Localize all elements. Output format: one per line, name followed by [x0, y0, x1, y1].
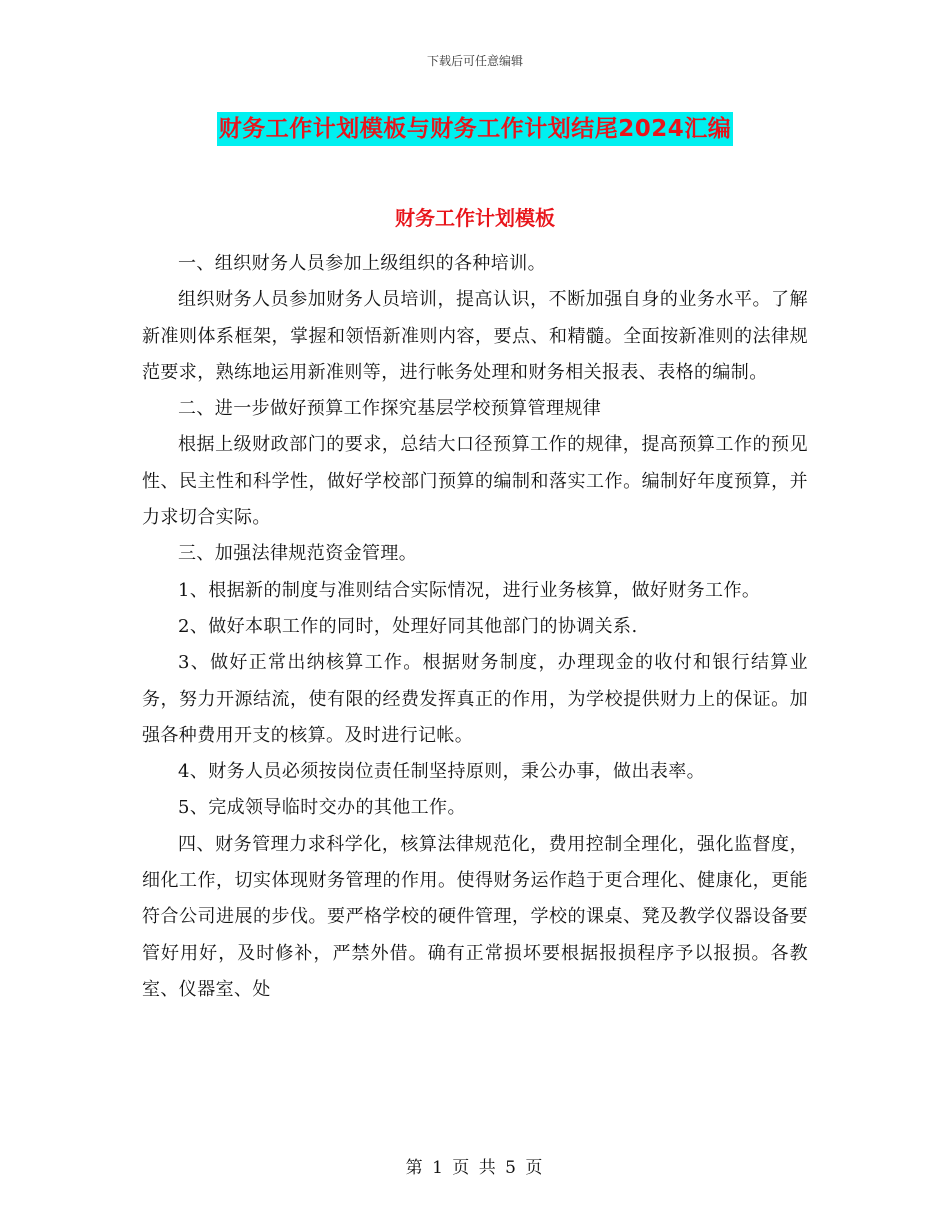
paragraph-management: 四、财务管理力求科学化，核算法律规范化，费用控制全理化，强化监督度，细化工作，切实体现财务管理的作用。使得财务运作趋于更合理化、健康化，更能符合公司进展的步伐。要严格学校的硬件管理，学校的课桌、凳及教学仪器设备要管好用好，及时修补，严禁外借。确有正常损坏要根据报损程序予以报损。各教室、仪器室、处	[142, 833, 808, 1000]
document-body	[142, 246, 808, 1008]
section-title: 财务工作计划模板	[395, 206, 555, 230]
header-note: 下载后可任意编辑	[426, 54, 523, 68]
list-item-4: 4、财务人员必须按岗位责任制坚持原则，秉公办事，做出表率。	[178, 761, 706, 783]
heading-training: 一、组织财务人员参加上级组织的各种培训。	[178, 253, 546, 274]
page-footer: 第 1 页 共 5 页	[405, 1158, 545, 1178]
paragraph-training: 组织财务人员参加财务人员培训，提高认识，不断加强自身的业务水平。了解新准则体系框架，掌握和领悟新准则内容，要点、和精髓。全面按新准则的法律规范要求，熟练地运用新准则等，进行帐务处理和财务相关报表、表格的编制。	[142, 289, 808, 383]
heading-funds: 三、加强法律规范资金管理。	[178, 543, 418, 565]
main-title: 财务工作计划模板与财务工作计划结尾2024汇编	[217, 112, 734, 146]
paragraph-budget: 根据上级财政部门的要求，总结大口径预算工作的规律，提高预算工作的预见性、民主性和科学性，做好学校部门预算的编制和落实工作。编制好年度预算，并力求切合实际。	[142, 434, 808, 529]
list-item-1: 1、根据新的制度与准则结合实际情况，进行业务核算，做好财务工作。	[178, 579, 761, 601]
main-title-container	[0, 112, 950, 146]
heading-budget: 二、进一步做好预算工作探究基层学校预算管理规律	[178, 398, 602, 420]
list-item-5: 5、完成领导临时交办的其他工作。	[178, 797, 466, 819]
list-item-2: 2、做好本职工作的同时，处理好同其他部门的协调关系.	[178, 615, 638, 637]
list-item-3: 3、做好正常出纳核算工作。根据财务制度，办理现金的收付和银行结算业务，努力开源结流，使有限的经费发挥真正的作用，为学校提供财力上的保证。加强各种费用开支的核算。及时进行记帐。	[142, 652, 808, 746]
